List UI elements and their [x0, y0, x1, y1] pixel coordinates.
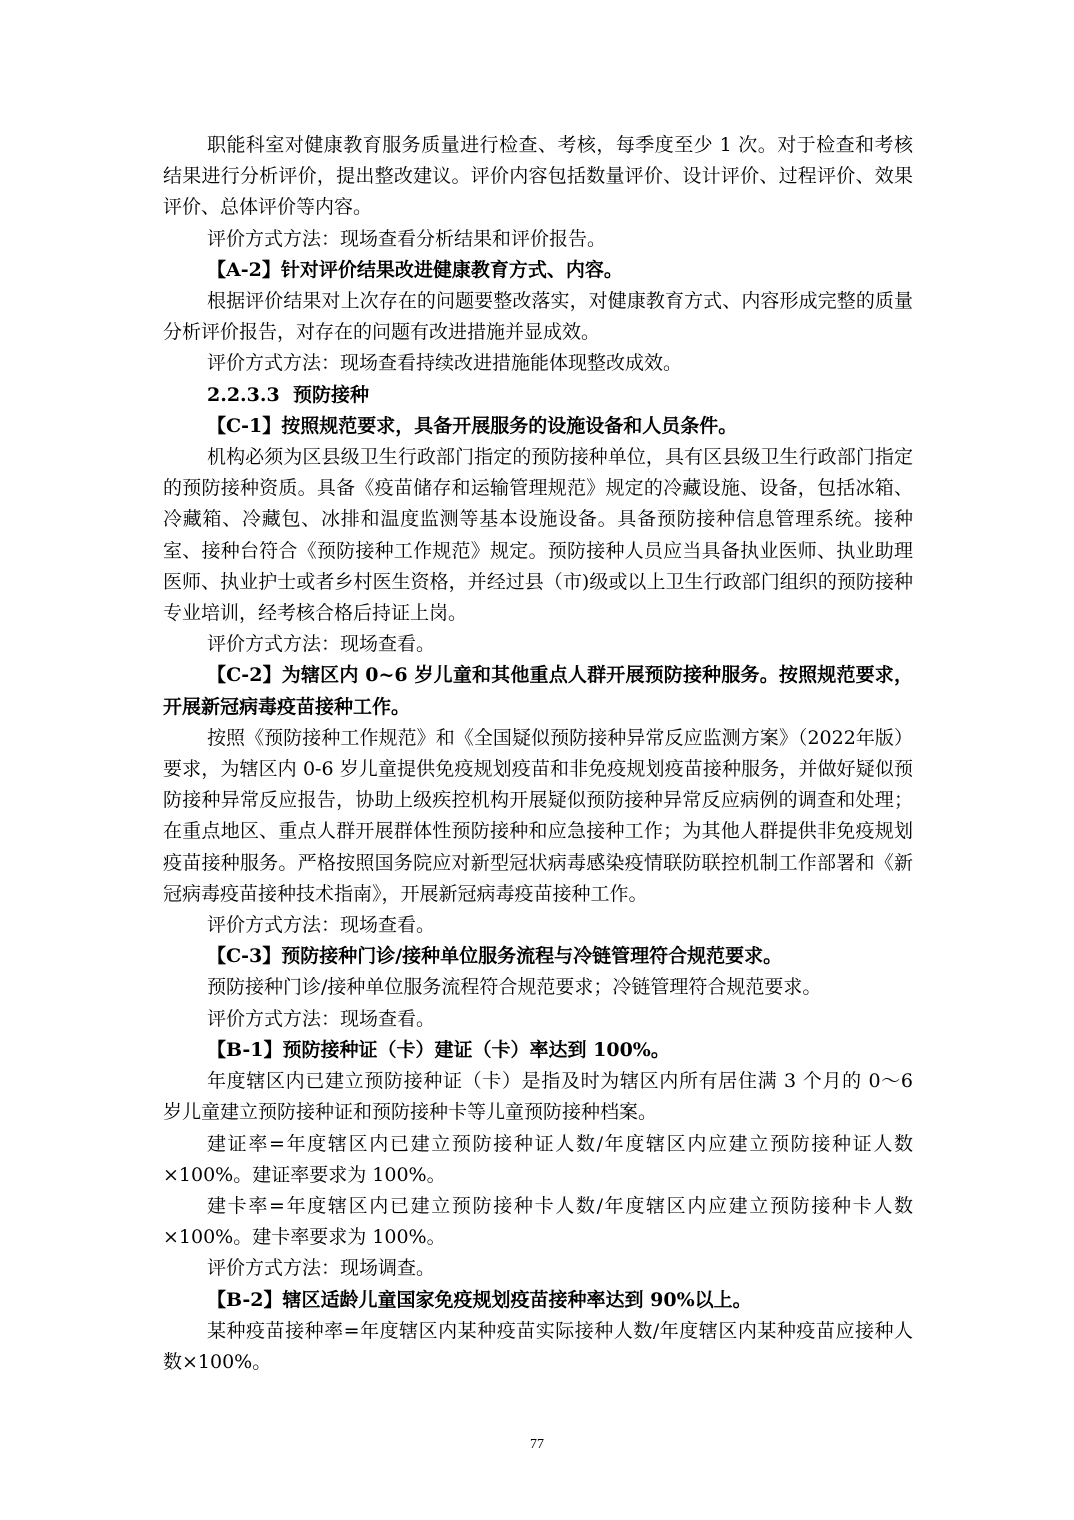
paragraph-evaluation-method: 评价方式方法：现场查看持续改进措施能体现整改成效。 — [207, 352, 683, 375]
section-title: 预防接种 — [293, 383, 370, 406]
paragraph-cold-chain: 预防接种门诊/接种单位服务流程符合规范要求；冷链管理符合规范要求。 — [207, 976, 822, 999]
item-heading-c1: 【C-1】按照规范要求，具备开展服务的设施设备和人员条件。 — [207, 414, 738, 437]
section-number: 2.2.3.3 — [207, 383, 280, 406]
paragraph-evaluation-method: 评价方式方法：现场查看分析结果和评价报告。 — [207, 227, 607, 250]
paragraph-vaccination-service: 按照《预防接种工作规范》和《全国疑似预防接种异常反应监测方案》（2022年版）要求，为辖区内 0-6 岁儿童提供免疫规划疫苗和非免疫规划疫苗接种服务，并做好疑似预防接种异常反应报告，协助上级疾控机构开展疑似预防接种异常反应病例的调查和处理；在重点地区、重点人群开展群体性预防接种和应急接种工作；为其他人群提供非免疫规划疫苗接种服务。严格按照国务院应对新型冠状病毒感染疫情联防联控机制工作部署和《新冠病毒疫苗接种技术指南》，开展新冠病毒疫苗接种工作。 — [163, 726, 913, 905]
paragraph-vaccination-rate: 某种疫苗接种率=年度辖区内某种疫苗实际接种人数/年度辖区内某种疫苗应接种人数×100%。 — [163, 1319, 913, 1373]
item-heading-a2: 【A-2】针对评价结果改进健康教育方式、内容。 — [207, 258, 623, 281]
paragraph-evaluation-method: 评价方式方法：现场调查。 — [207, 1257, 436, 1280]
paragraph-facilities: 机构必须为区县级卫生行政部门指定的预防接种单位，具有区县级卫生行政部门指定的预防接种资质。具备《疫苗储存和运输管理规范》规定的冷藏设施、设备，包括冰箱、冷藏箱、冷藏包、冰排和温度监测等基本设施设备。具备预防接种信息管理系统。接种室、接种台符合《预防接种工作规范》规定。预防接种人员应当具备执业医师、执业助理医师、执业护士或者乡村医生资格，并经过县（市)级或以上卫生行政部门组织的预防接种专业培训，经考核合格后持证上岗。 — [163, 446, 913, 625]
paragraph-evaluation-method: 评价方式方法：现场查看。 — [207, 1007, 436, 1030]
paragraph-certificate-rate: 建证率=年度辖区内已建立预防接种证人数/年度辖区内应建立预防接种证人数×100%。建证率要求为 100%。 — [163, 1132, 913, 1186]
paragraph-quality-check: 职能科室对健康教育服务质量进行检查、考核，每季度至少 1 次。对于检查和考核结果进行分析评价，提出整改建议。评价内容包括数量评价、设计评价、过程评价、效果评价、总体评价等内容。 — [163, 134, 913, 219]
paragraph-card-rate: 建卡率=年度辖区内已建立预防接种卡人数/年度辖区内应建立预防接种卡人数×100%。建卡率要求为 100%。 — [163, 1194, 913, 1249]
item-heading-c3: 【C-3】预防接种门诊/接种单位服务流程与冷链管理符合规范要求。 — [207, 945, 783, 968]
item-heading-b2: 【B-2】辖区适龄儿童国家免疫规划疫苗接种率达到 90%以上。 — [207, 1288, 752, 1311]
paragraph-certificate-definition: 年度辖区内已建立预防接种证（卡）是指及时为辖区内所有居住满 3 个月的 0～6 岁儿童建立预防接种证和预防接种卡等儿童预防接种档案。 — [163, 1070, 913, 1124]
paragraph-evaluation-method: 评价方式方法：现场查看。 — [207, 914, 436, 937]
item-heading-c2: 【C-2】为辖区内 0~6 岁儿童和其他重点人群开展预防接种服务。按照规范要求，开展新冠病毒疫苗接种工作。 — [163, 664, 913, 718]
section-heading — [163, 380, 913, 411]
paragraph-rectification: 根据评价结果对上次存在的问题要整改落实，对健康教育方式、内容形成完整的质量分析评价报告，对存在的问题有改进措施并显成效。 — [163, 290, 913, 344]
document-body — [163, 130, 913, 1378]
paragraph-evaluation-method: 评价方式方法：现场查看。 — [207, 633, 436, 656]
page-number: 77 — [530, 1437, 544, 1452]
item-heading-b1: 【B-1】预防接种证（卡）建证（卡）率达到 100%。 — [207, 1038, 670, 1061]
